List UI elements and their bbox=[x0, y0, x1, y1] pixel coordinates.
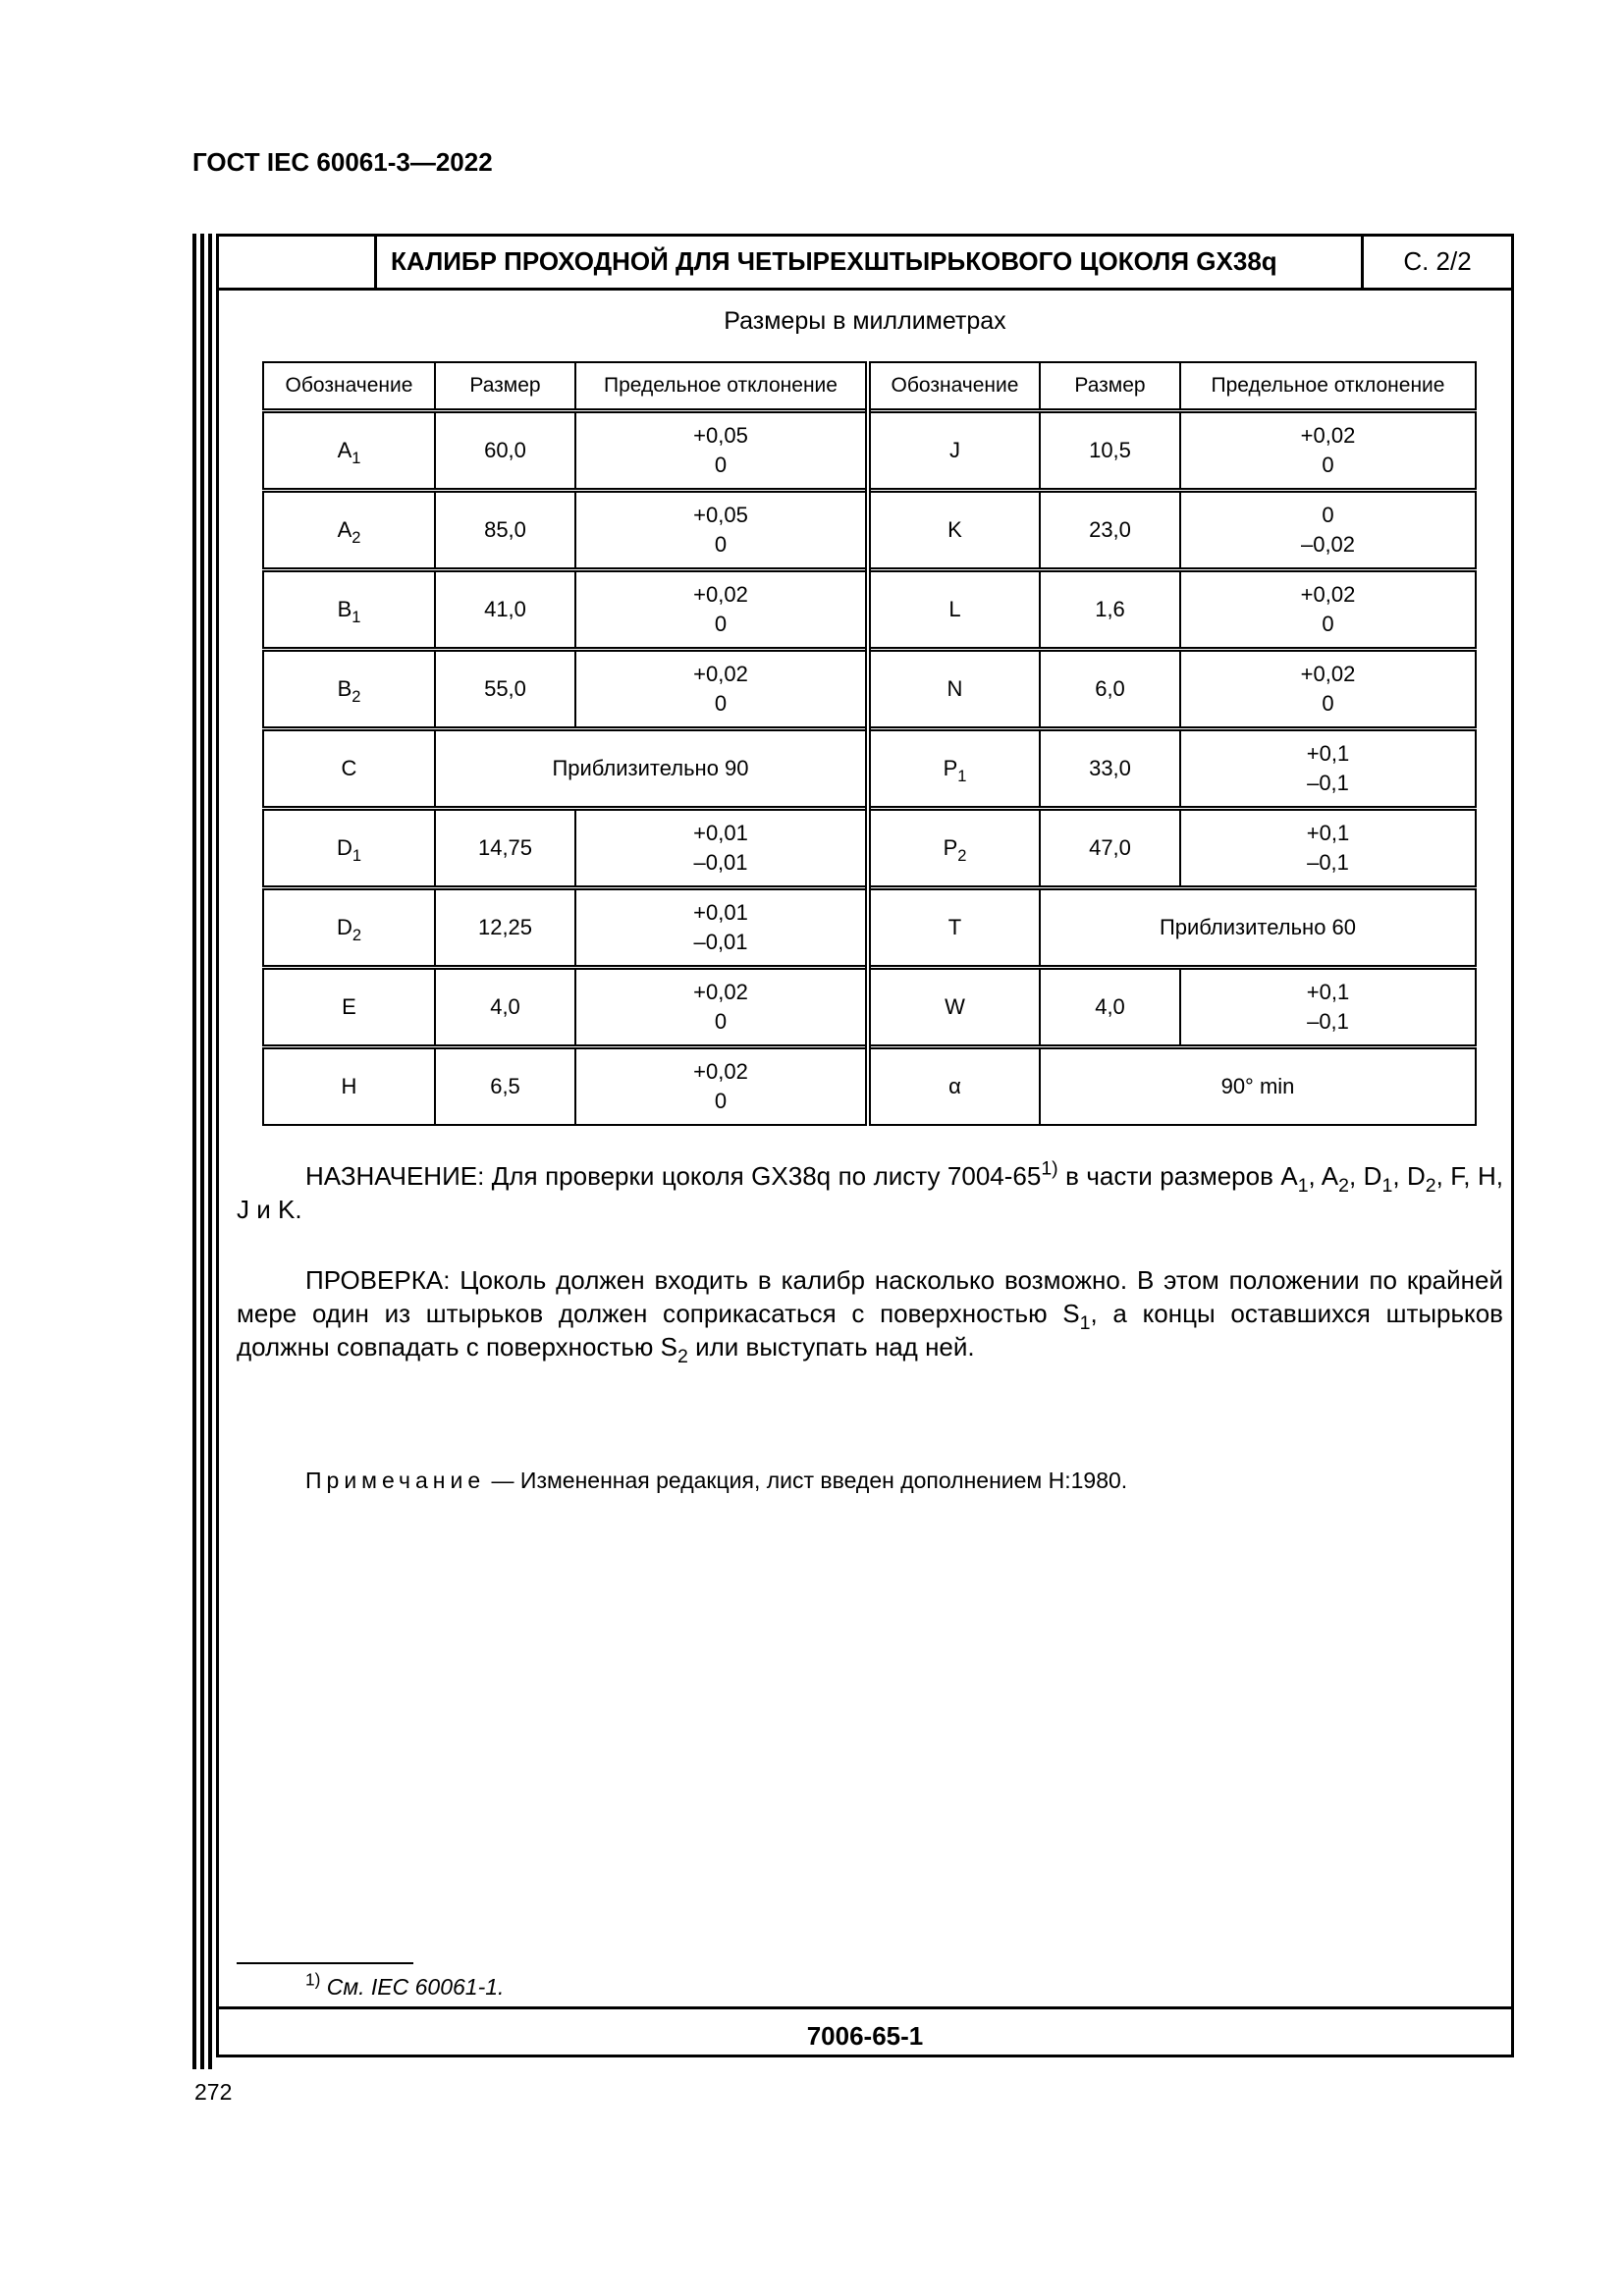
check-text: ПРОВЕРКА: Цоколь должен входить в калибр насколько возможно. В этом положении по крайней мере один из штырьков должен соприкасаться с поверхностью S bbox=[237, 1265, 1503, 1328]
designation-symbol: W bbox=[945, 994, 965, 1019]
size-cell: 55,0 bbox=[435, 650, 575, 729]
tolerance-lower: 0 bbox=[714, 612, 728, 636]
designation-symbol: E bbox=[342, 994, 356, 1019]
column-header: Размер bbox=[1040, 362, 1180, 411]
tolerance-lower: 0 bbox=[714, 1009, 728, 1034]
footnote-mark: 1) bbox=[305, 1969, 321, 1990]
note-label: Примечание bbox=[305, 1468, 486, 1493]
check-text: или выступать над ней. bbox=[687, 1332, 975, 1362]
tolerance-lower: –0,1 bbox=[1307, 1009, 1349, 1034]
size-cell: 6,0 bbox=[1040, 650, 1180, 729]
tolerance-upper: +0,02 bbox=[693, 582, 748, 607]
tolerance-cell bbox=[1180, 491, 1476, 570]
subscript: 2 bbox=[1425, 1174, 1436, 1197]
designation-subscript: 2 bbox=[352, 926, 362, 944]
check-text: , а концы оставшихся штырьков должны совпадать с поверхностью S bbox=[237, 1299, 1503, 1362]
merged-value-cell: 90° min bbox=[1040, 1047, 1476, 1126]
designation-symbol: B bbox=[337, 676, 352, 701]
tolerance-cell bbox=[575, 650, 868, 729]
tolerance-cell bbox=[1180, 809, 1476, 888]
tolerance-cell bbox=[575, 570, 868, 650]
designation-cell bbox=[868, 809, 1040, 888]
footnote-text: См. IEC 60061-1. bbox=[320, 1974, 505, 2000]
subscript: 2 bbox=[1338, 1174, 1349, 1197]
document-header: ГОСТ IEC 60061-3—2022 bbox=[192, 147, 493, 177]
designation-cell bbox=[263, 650, 435, 729]
tolerance-cell bbox=[1180, 411, 1476, 491]
tolerance-cell bbox=[1180, 570, 1476, 650]
dimensions-table bbox=[262, 361, 1477, 1126]
tolerance-upper: +0,02 bbox=[693, 980, 748, 1004]
subscript: 1 bbox=[1297, 1174, 1309, 1197]
designation-subscript: 1 bbox=[352, 608, 361, 626]
designation-symbol: B bbox=[337, 597, 352, 621]
footnote-ref: 1) bbox=[1041, 1157, 1058, 1180]
size-cell: 4,0 bbox=[1040, 968, 1180, 1047]
purpose-text: , F, H, J и K. bbox=[237, 1161, 1503, 1224]
tolerance-cell bbox=[575, 491, 868, 570]
tolerance-lower: 0 bbox=[714, 1089, 728, 1113]
tolerance-upper: 0 bbox=[1322, 503, 1334, 527]
designation-symbol: D bbox=[336, 835, 352, 860]
sheet-number: 7006-65-1 bbox=[806, 2021, 924, 2051]
size-cell: 10,5 bbox=[1040, 411, 1180, 491]
tolerance-upper: +0,02 bbox=[1300, 662, 1356, 686]
subscript: 1 bbox=[1381, 1174, 1393, 1197]
size-cell: 12,25 bbox=[435, 888, 575, 968]
designation-symbol: A bbox=[337, 517, 352, 542]
note-text: — Измененная редакция, лист введен дополнением Н:1980. bbox=[485, 1468, 1128, 1493]
tolerance-lower: 0 bbox=[1322, 691, 1334, 716]
designation-cell bbox=[263, 888, 435, 968]
size-cell: 14,75 bbox=[435, 809, 575, 888]
tolerance-upper: +0,02 bbox=[693, 662, 748, 686]
designation-cell bbox=[868, 650, 1040, 729]
designation-symbol: J bbox=[949, 438, 960, 462]
purpose-text: , D bbox=[1392, 1161, 1426, 1191]
table-row bbox=[263, 888, 1476, 968]
binding-line bbox=[208, 234, 212, 2069]
designation-symbol: C bbox=[341, 756, 357, 780]
table-row bbox=[263, 809, 1476, 888]
table-row bbox=[263, 491, 1476, 570]
tolerance-cell bbox=[1180, 968, 1476, 1047]
tolerance-lower: –0,1 bbox=[1307, 850, 1349, 875]
size-cell: 47,0 bbox=[1040, 809, 1180, 888]
tolerance-upper: +0,05 bbox=[693, 503, 748, 527]
tolerance-lower: –0,01 bbox=[693, 930, 748, 954]
designation-cell bbox=[263, 729, 435, 809]
units-caption: Размеры в миллиметрах bbox=[724, 307, 1006, 335]
table-row bbox=[263, 650, 1476, 729]
designation-symbol: K bbox=[947, 517, 962, 542]
tolerance-upper: +0,02 bbox=[693, 1059, 748, 1084]
column-header: Обозначение bbox=[263, 362, 435, 411]
sheet-page-indicator: С. 2/2 bbox=[1403, 246, 1472, 276]
title-block bbox=[219, 237, 1511, 291]
designation-subscript: 1 bbox=[352, 449, 361, 467]
tolerance-cell bbox=[575, 809, 868, 888]
designation-subscript: 2 bbox=[957, 846, 967, 865]
tolerance-upper: +0,01 bbox=[693, 900, 748, 925]
designation-symbol: P bbox=[943, 756, 958, 780]
size-cell: 41,0 bbox=[435, 570, 575, 650]
table-row bbox=[263, 411, 1476, 491]
tolerance-cell bbox=[575, 411, 868, 491]
subscript: 1 bbox=[1079, 1311, 1091, 1334]
sheet-title: КАЛИБР ПРОХОДНОЙ ДЛЯ ЧЕТЫРЕХШТЫРЬКОВОГО ЦОКОЛЯ GX38q bbox=[391, 246, 1277, 276]
binding-line bbox=[200, 234, 204, 2069]
purpose-text: , D bbox=[1349, 1161, 1382, 1191]
footnote bbox=[305, 1969, 505, 2001]
designation-subscript: 1 bbox=[352, 846, 362, 865]
designation-cell bbox=[868, 1047, 1040, 1126]
tolerance-cell bbox=[575, 888, 868, 968]
tolerance-lower: 0 bbox=[1322, 612, 1334, 636]
tolerance-lower: 0 bbox=[714, 453, 728, 477]
size-cell: 6,5 bbox=[435, 1047, 575, 1126]
purpose-text: НАЗНАЧЕНИЕ: Для проверки цоколя GX38q по листу 7004-65 bbox=[305, 1161, 1042, 1191]
designation-symbol: H bbox=[341, 1074, 357, 1098]
designation-cell bbox=[868, 411, 1040, 491]
note bbox=[305, 1468, 1127, 1494]
designation-symbol: N bbox=[947, 676, 963, 701]
sheet-frame bbox=[216, 234, 1514, 2057]
tolerance-lower: –0,02 bbox=[1300, 532, 1356, 557]
tolerance-upper: +0,1 bbox=[1306, 821, 1350, 845]
size-cell: 4,0 bbox=[435, 968, 575, 1047]
tolerance-upper: +0,1 bbox=[1306, 980, 1350, 1004]
designation-cell bbox=[263, 491, 435, 570]
size-cell: 33,0 bbox=[1040, 729, 1180, 809]
designation-subscript: 1 bbox=[957, 767, 967, 785]
table-row bbox=[263, 570, 1476, 650]
size-cell: 23,0 bbox=[1040, 491, 1180, 570]
subscript: 2 bbox=[676, 1345, 688, 1367]
purpose-text: , A bbox=[1308, 1161, 1339, 1191]
tolerance-lower: –0,01 bbox=[693, 850, 748, 875]
designation-cell bbox=[868, 968, 1040, 1047]
check-paragraph bbox=[237, 1263, 1503, 1367]
designation-symbol: α bbox=[948, 1074, 961, 1098]
column-header: Обозначение bbox=[868, 362, 1040, 411]
tolerance-upper: +0,01 bbox=[693, 821, 748, 845]
designation-subscript: 2 bbox=[352, 687, 361, 706]
merged-value-cell: Приблизительно 90 bbox=[435, 729, 868, 809]
designation-symbol: T bbox=[947, 915, 962, 939]
tolerance-lower: 0 bbox=[714, 691, 728, 716]
designation-symbol: A bbox=[337, 438, 352, 462]
tolerance-upper: +0,02 bbox=[1300, 582, 1356, 607]
designation-cell bbox=[868, 729, 1040, 809]
purpose-paragraph bbox=[237, 1159, 1503, 1226]
designation-cell bbox=[868, 888, 1040, 968]
designation-cell bbox=[868, 491, 1040, 570]
designation-symbol: L bbox=[948, 597, 961, 621]
tolerance-upper: +0,02 bbox=[1300, 423, 1356, 448]
column-header: Предельное отклонение bbox=[575, 362, 868, 411]
table-row bbox=[263, 1047, 1476, 1126]
designation-cell bbox=[263, 411, 435, 491]
designation-subscript: 2 bbox=[352, 528, 361, 547]
page-number: 272 bbox=[194, 2079, 233, 2105]
designation-symbol: D bbox=[336, 915, 352, 939]
tolerance-cell bbox=[1180, 729, 1476, 809]
tolerance-upper: +0,05 bbox=[693, 423, 748, 448]
merged-value-cell: Приблизительно 60 bbox=[1040, 888, 1476, 968]
purpose-text: в части размеров A bbox=[1057, 1161, 1298, 1191]
tolerance-cell bbox=[1180, 650, 1476, 729]
designation-cell bbox=[263, 570, 435, 650]
designation-symbol: P bbox=[943, 835, 958, 860]
tolerance-cell bbox=[575, 1047, 868, 1126]
column-header: Предельное отклонение bbox=[1180, 362, 1476, 411]
tolerance-lower: –0,1 bbox=[1307, 771, 1349, 795]
table-row bbox=[263, 968, 1476, 1047]
tolerance-upper: +0,1 bbox=[1306, 741, 1350, 766]
size-cell: 1,6 bbox=[1040, 570, 1180, 650]
designation-cell bbox=[263, 1047, 435, 1126]
designation-cell bbox=[263, 809, 435, 888]
designation-cell bbox=[868, 570, 1040, 650]
column-header: Размер bbox=[435, 362, 575, 411]
size-cell: 60,0 bbox=[435, 411, 575, 491]
footnote-divider bbox=[237, 1962, 413, 1964]
table-row bbox=[263, 729, 1476, 809]
tolerance-lower: 0 bbox=[1322, 453, 1334, 477]
title-block-left-cell bbox=[219, 237, 377, 288]
binding-line bbox=[192, 234, 196, 2069]
tolerance-cell bbox=[575, 968, 868, 1047]
designation-cell bbox=[263, 968, 435, 1047]
table-header-row bbox=[263, 362, 1476, 411]
tolerance-lower: 0 bbox=[714, 532, 728, 557]
sheet-number-block bbox=[219, 2006, 1511, 2060]
size-cell: 85,0 bbox=[435, 491, 575, 570]
